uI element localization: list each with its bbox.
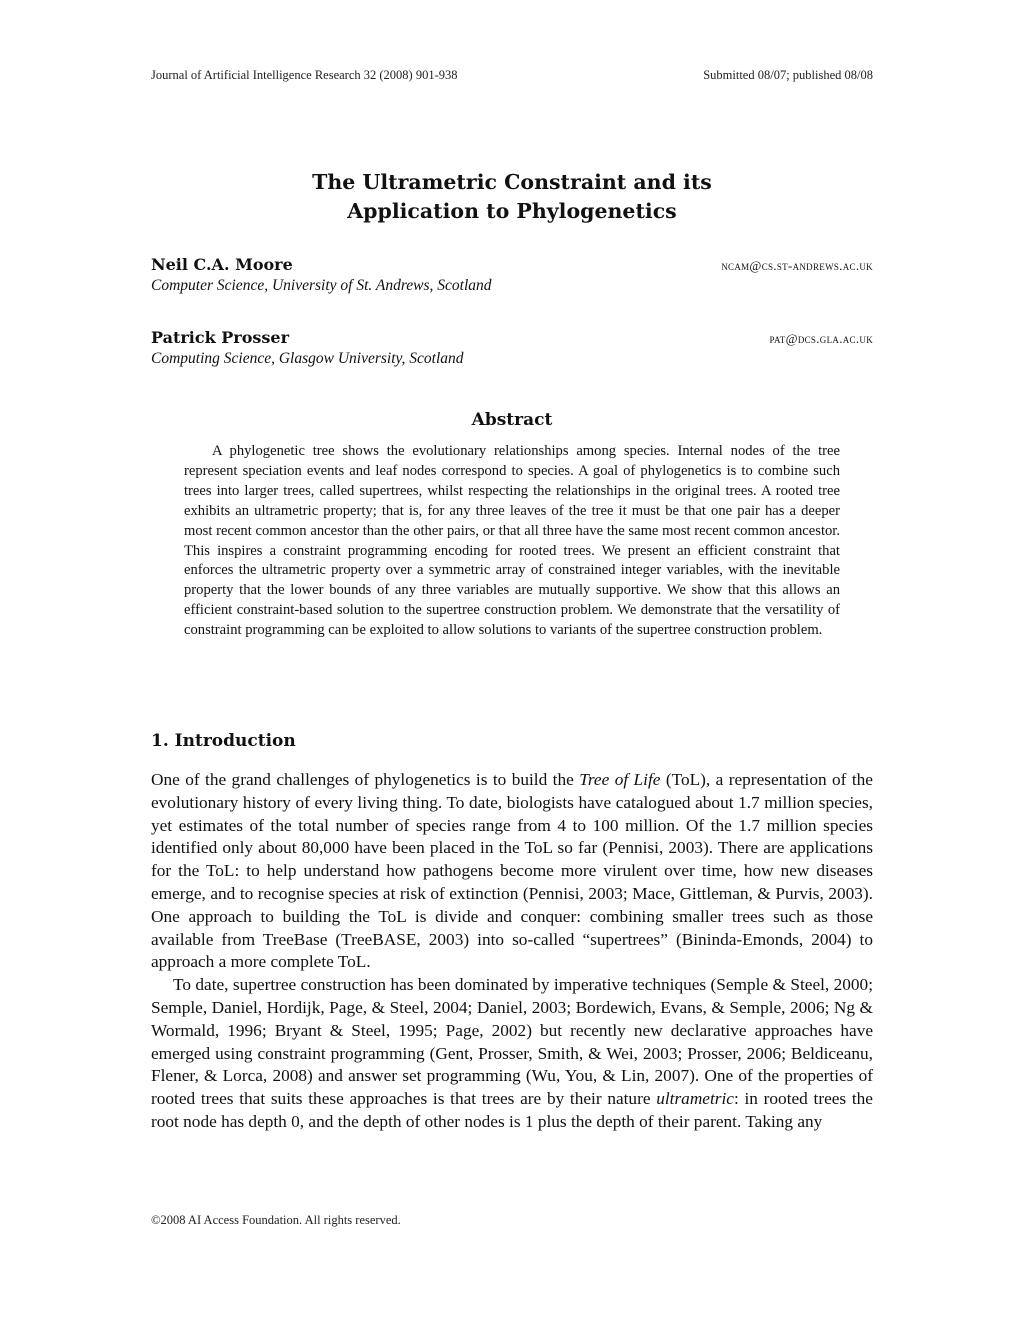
title-line-1: The Ultrametric Constraint and its bbox=[312, 170, 712, 194]
abstract-heading: Abstract bbox=[471, 410, 553, 430]
paper-title bbox=[0, 168, 1024, 226]
author-email: ncam@cs.st-andrews.ac.uk bbox=[721, 258, 873, 273]
body-paragraph bbox=[151, 769, 873, 974]
abstract-text: A phylogenetic tree shows the evolutionary relationships among species. Internal nodes of the tree represent speciation events and leaf nodes correspond to species. A goal of phylogenetics is to combine such trees into larger trees, called supertrees, whilst respecting the relationships in the original trees. A rooted tree exhibits an ultrametric property; that is, for any three leaves of the tree it must be that one pair has a deeper most recent common ancestor than the other pairs, or that all three have the same most recent common ancestor. This inspires a constraint programming encoding for rooted trees. We present an efficient constraint that enforces the ultrametric property over a symmetric array of constrained integer variables, with the inevitable property that the lower bounds of any three variables are mutually supportive. We show that this allows an efficient constraint-based solution to the supertree construction problem. We demonstrate that the versatility of constraint programming can be exploited to allow solutions to variants of the supertree construction problem. bbox=[184, 443, 840, 639]
author-email: pat@dcs.gla.ac.uk bbox=[769, 331, 873, 346]
title-line-2: Application to Phylogenetics bbox=[347, 199, 677, 223]
body-paragraph bbox=[151, 974, 873, 1134]
introduction-body bbox=[151, 769, 873, 1134]
copyright-footer: ©2008 AI Access Foundation. All rights reserved. bbox=[151, 1213, 401, 1227]
author-name: Neil C.A. Moore bbox=[151, 255, 293, 274]
paragraph-text: One of the grand challenges of phylogenetics is to build the bbox=[151, 770, 580, 789]
author-name: Patrick Prosser bbox=[151, 328, 290, 347]
author-block bbox=[151, 255, 873, 295]
author-affiliation: Computing Science, Glasgow University, Scotland bbox=[151, 350, 464, 367]
journal-citation: Journal of Artificial Intelligence Research 32 (2008) 901-938 bbox=[151, 68, 458, 82]
emphasized-term: Tree of Life bbox=[579, 770, 661, 789]
author-affiliation: Computer Science, University of St. Andrews, Scotland bbox=[151, 277, 492, 294]
author-block bbox=[151, 328, 873, 368]
running-header bbox=[151, 68, 873, 83]
submission-dates: Submitted 08/07; published 08/08 bbox=[703, 68, 873, 82]
paragraph-text: To date, supertree construction has been dominated by imperative techniques (Semple & Steel, 2000; Semple, Daniel, Hordijk, Page, & Steel, 2004; Daniel, 2003; Bordewich, Evans, & Semple, 2006; Ng & Wormald, 1996; Bryant & Steel, 1995; Page, 2002) but recently new declarative approaches have emerged using constraint programming (Gent, Prosser, Smith, & Wei, 2003; Prosser, 2006; Beldiceanu, Flener, & Lorca, 2008) and answer set programming (Wu, You, & Lin, 2007). One of the properties of rooted trees that suits these approaches is that trees are by their nature bbox=[151, 975, 873, 1109]
section-heading-introduction: 1. Introduction bbox=[151, 731, 296, 751]
paragraph-text: : in rooted trees the root node has depth 0, and the depth of other nodes is 1 plus the depth of their parent. Taking any bbox=[151, 1089, 873, 1131]
emphasized-term: ultrametric bbox=[656, 1089, 734, 1109]
paragraph-text: (ToL), a representation of the evolutionary history of every living thing. To date, biologists have catalogued about 1.7 million species, yet estimates of the total number of species range from 4 to 100 million. Of the 1.7 million species identified only about 80,000 have been placed in the ToL so far (Pennisi, 2003). There are applications for the ToL: to help understand how pathogens become more virulent over time, how new diseases emerge, and to recognise species at risk of extinction (Pennisi, 2003; Mace, Gittleman, & Purvis, 2003). One approach to building the ToL is divide and conquer: combining smaller trees such as those available from TreeBase (TreeBASE, 2003) into so-called “supertrees” (Bininda-Emonds, 2004) to approach a more complete ToL. bbox=[151, 770, 873, 972]
